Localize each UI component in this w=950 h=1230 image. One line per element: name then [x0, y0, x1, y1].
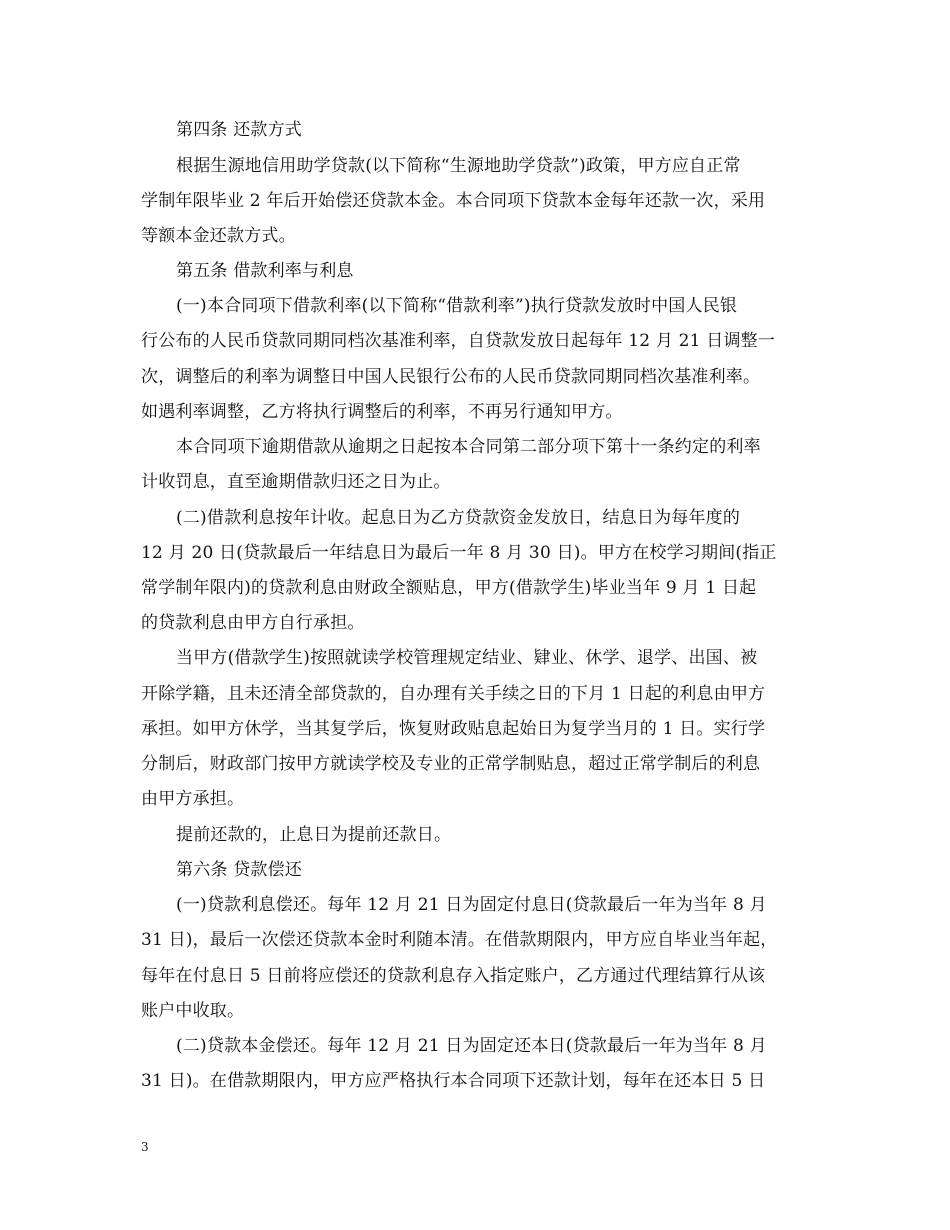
paragraph-line: 提前还款的，止息日为提前还款日。 [176, 825, 452, 845]
paragraph-line: (一)本合同项下借款利率(以下简称“借款利率”)执行贷款发放时中国人民银 [176, 296, 738, 316]
page-number: 3 [141, 1140, 149, 1154]
paragraph-line: 等额本金还款方式。 [141, 226, 296, 246]
paragraph-line: 当甲方(借款学生)按照就读学校管理规定结业、肄业、休学、退学、出国、被 [176, 648, 758, 668]
paragraph-line: 12 月 20 日(贷款最后一年结息日为最后一年 8 月 30 日)。甲方在校学习期间(指正 [141, 543, 777, 563]
paragraph-line: 次，调整后的利率为调整日中国人民银行公布的人民币贷款同期同档次基准利率。 [141, 367, 761, 387]
paragraph-line: 的贷款利息由甲方自行承担。 [141, 613, 365, 633]
paragraph-line: 学制年限毕业 2 年后开始偿还贷款本金。本合同项下贷款本金每年还款一次，采用 [141, 191, 766, 211]
paragraph-line: 行公布的人民币贷款同期同档次基准利率，自贷款发放日起每年 12 月 21 日调整一 [141, 331, 776, 351]
paragraph-line: 分制后，财政部门按甲方就读学校及专业的正常学制贴息，超过正常学制后的利息 [141, 754, 761, 774]
paragraph-line: (二)借款利息按年计收。起息日为乙方贷款资金发放日，结息日为每年度的 [176, 508, 741, 528]
paragraph-line: 开除学籍，且未还清全部贷款的，自办理有关手续之日的下月 1 日起的利息由甲方 [141, 684, 766, 704]
paragraph-line: 承担。如甲方休学，当其复学后，恢复财政贴息起始日为复学当月的 1 日。实行学 [141, 719, 766, 739]
paragraph-line: 如遇利率调整，乙方将执行调整后的利率，不再另行通知甲方。 [141, 402, 623, 422]
paragraph-line: (一)贷款利息偿还。每年 12 月 21 日为固定付息日(贷款最后一年为当年 8 月 [176, 895, 767, 915]
paragraph-line: (二)贷款本金偿还。每年 12 月 21 日为固定还本日(贷款最后一年为当年 8 月 [176, 1036, 767, 1056]
article-6-heading: 第六条 贷款偿还 [176, 860, 303, 880]
paragraph-line: 常学制年限内)的贷款利息由财政全额贴息，甲方(借款学生)毕业当年 9 月 1 日起 [141, 578, 757, 598]
paragraph-line: 31 日)。在借款期限内，甲方应严格执行本合同项下还款计划，每年在还本日 5 日 [141, 1071, 766, 1091]
article-4-heading: 第四条 还款方式 [176, 120, 303, 140]
paragraph-line: 本合同项下逾期借款从逾期之日起按本合同第二部分项下第十一条约定的利率 [176, 437, 761, 457]
paragraph-line: 31 日)，最后一次偿还贷款本金时利随本清。在借款期限内，甲方应自毕业当年起， [141, 930, 778, 950]
paragraph-line: 账户中收取。 [141, 1001, 245, 1021]
paragraph-line: 每年在付息日 5 日前将应偿还的贷款利息存入指定账户，乙方通过代理结算行从该 [141, 966, 766, 986]
paragraph-line: 计收罚息，直至逾期借款归还之日为止。 [141, 472, 451, 492]
article-5-heading: 第五条 借款利率与利息 [176, 261, 354, 281]
paragraph-line: 根据生源地信用助学贷款(以下简称“生源地助学贷款”)政策，甲方应自正常 [176, 156, 741, 176]
paragraph-line: 由甲方承担。 [141, 789, 245, 809]
